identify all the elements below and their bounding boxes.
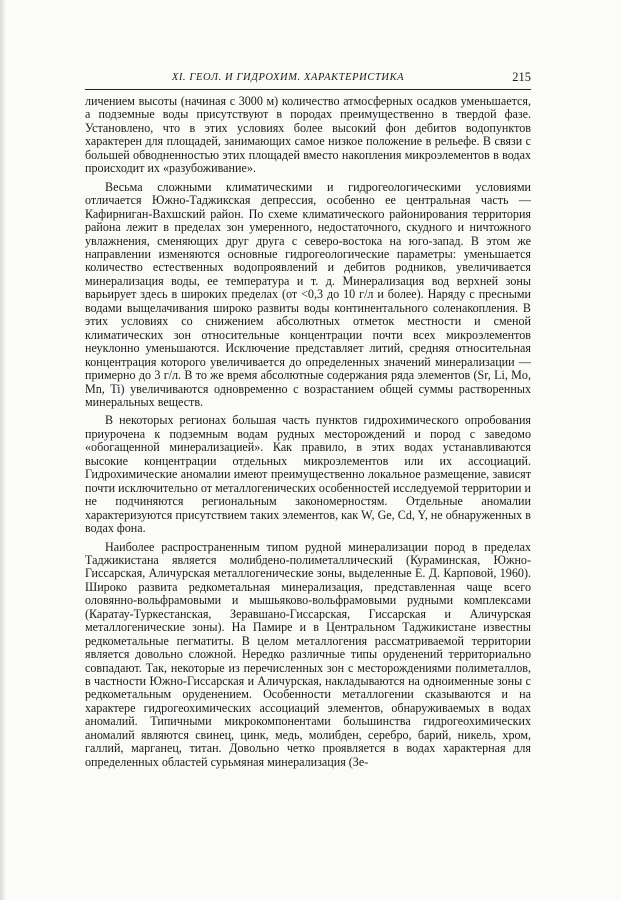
body-text [85,95,531,769]
paragraph: В некоторых регионах большая часть пунктов гидрохимического опробования приурочена к подземным водам рудных месторождений и пород с заведомо «обогащенной минерализацией». Как правило, в этих водах устанавливаются высокие концентрации отдельных микроэлементов или их ассоциаций. Гидрохимические аномалии имеют преимущественно локальное размещение, зависят почти исключительно от металлогенических особенностей исследуемой территории и не подчиняются региональным закономерностям. Отдельные аномалии характеризуются присутствием таких элементов, как W, Ge, Cd, Y, не обнаруженных в водах фона. [85,413,531,536]
page-number: 215 [512,70,531,84]
scan-edge-shadow [0,0,6,900]
paragraph-continued: личением высоты (начиная с 3000 м) количество атмосферных осадков уменьшается, а подземные воды присутствуют в породах преимущественно в твердой фазе. Установлено, что в этих условиях более высокий фон дебитов водопунктов характерен для площадей, занимающих самое низкое положение в рельефе. В связи с большей обводненностью этих площадей вместо накопления микроэлементов в водах происходит их «разубоживание». [85,94,531,176]
paragraph: Наиболее распространенным типом рудной минерализации пород в пределах Таджикистана является молибдено-полиметаллический (Кураминская, Южно-Гиссарская, Аличурская металлогенические зоны, выделенные Е. Д. Карповой, 1960). Широко развита редкометальная минерализация, представленная чаще всего оловянно-вольфрамовыми и мышьяково-вольфрамовыми рудными комплексами (Каратау-Туркестанская, Зеравшано-Гиссарская, Гиссарская и Аличурская металлогенические зоны). На Памире и в Центральном Таджикистане известны редкометальные пегматиты. В целом металлогения рассматриваемой территории является довольно сложной. Нередко различные типы оруденений территориально совпадают. Так, некоторые из перечисленных зон с месторождениями полиметаллов, в частности Южно-Гиссарская и Аличурская, накладываются на одноименные зоны с редкометальным оруденением. Особенности металлогении сказываются и на характере гидрогеохимических ассоциаций элементов, обнаруживаемых в водах аномалий. Типичными микрокомпонентами большинства гидрогеохимических аномалий являются свинец, цинк, медь, молибден, серебро, барий, никель, хром, галлий, марганец, титан. Довольно четко проявляется в водах характерная для определенных областей сурьмяная минерализация (Зе- [85,539,531,769]
header-rule [85,89,531,90]
paragraph: Весьма сложными климатическими и гидрогеологическими условиями отличается Южно-Таджикская депрессия, особенно ее центральная часть — Кафирниган-Вахшский район. По схеме климатического районирования территория района лежит в пределах зон умеренного, недостаточного, скудного и ничтожного увлажнения, сменяющих друг друга с северо-востока на юго-запад. В этом же направлении изменяются основные гидрогеологические параметры: уменьшается количество естественных водопроявлений и дебитов родников, увеличивается минерализация воды, ее температура и т. д. Минерализация вод верхней зоны варьирует здесь в широких пределах (от <0,3 до 10 г/л и более). Наряду с пресными водами выщелачивания широко развиты воды континентального соленакопления. В этих условиях со снижением абсолютных отметок местности и сменой климатических зон относительные концентрации почти всех микроэлементов неуклонно уменьшаются. Исключение представляет литий, средняя относительная концентрация которого увеличивается до определенных значений минерализации — примерно до 3 г/л. В то же время абсолютные содержания ряда элементов (Sr, Li, Mo, Mn, Ti) увеличиваются одновременно с возрастанием общей суммы растворенных минеральных веществ. [85,179,531,409]
running-header-title: XI. ГЕОЛ. И ГИДРОХИМ. ХАРАКТЕРИСТИКА [171,72,405,83]
running-header [85,72,531,88]
